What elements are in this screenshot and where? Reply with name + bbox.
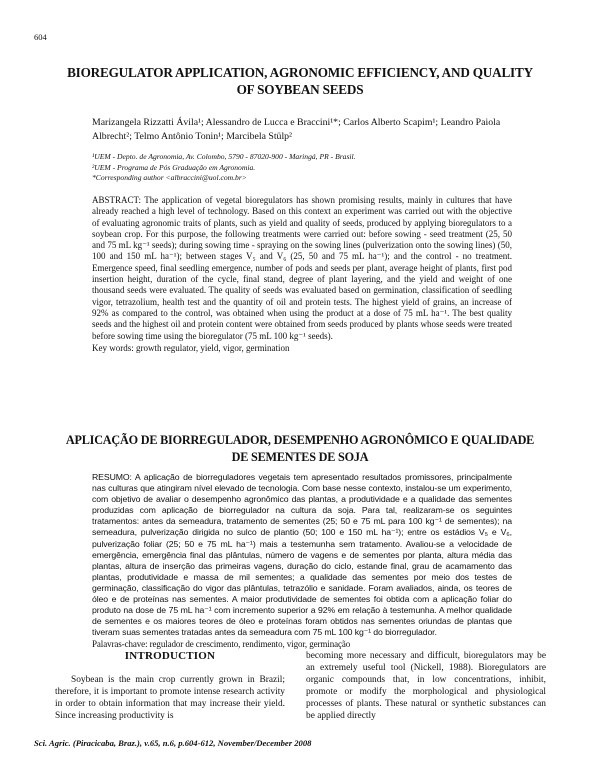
affiliations xyxy=(92,152,512,184)
journal-footer: Sci. Agric. (Piracicaba, Braz.), v.65, n.6, p.604-612, November/December 2008 xyxy=(34,738,312,748)
author-list: Marizangela Rizzatti Ávila¹; Alessandro de Lucca e Braccini¹*; Carlos Alberto Scapim¹; Leandro Paiola Albrecht²; Telmo Antônio Tonin¹; Marcibela Stülp² xyxy=(92,117,501,142)
paper-title-english: BIOREGULATOR APPLICATION, AGRONOMIC EFFICIENCY, AND QUALITY OF SOYBEAN SEEDS xyxy=(67,65,533,97)
affiliation-2: ²UEM - Programa de Pós Graduação em Agronomia. xyxy=(92,162,256,172)
keywords-english: Key words: growth regulator, yield, vigor, germination xyxy=(92,342,290,353)
introduction-column-right xyxy=(306,650,546,722)
introduction-column-left xyxy=(55,650,285,722)
introduction-text-right: becoming more necessary and difficult, bioregulators may be an extremely useful tool (Nickell, 1988). Bioregulators are organic compounds that, in low concentrations, inhibit, promote or modify the morphological and physiological processes of plants. These natural or synthetic substances can be applied directly xyxy=(306,651,546,721)
abstract-text: ABSTRACT: The application of vegetal bioregulators has shown promising results, mainly in cultures that have already reached a high level of technology. Based on this context an experiment was carried out with the objective of evaluating agronomic traits of plants, such as yield and quality of seeds, produced by applying bioregulators to a soybean crop. For this purpose, the following treatments were carried out: before sowing - seed treatment (25, 50 and 75 mL kg⁻¹ seeds); during sowing time - spraying on the sowing lines (pulverization onto the sowing lines) (50, 100 and 150 mL ha⁻¹); between stages V₅ and V₆ (25, 50 and 75 mL ha⁻¹); and the control - no treatment. Emergence speed, final seedling emergence, number of pods and seeds per plant, average height of plants, first pod insertion height, duration of the cycle, final stand, degree of plant layering, and the yield and weight of one thousand seeds were evaluated. The quality of seeds was evaluated based on germination, classification of seedling vigor, tetrazolium, health test and the quantity of oil and protein tests. The highest yield of grains, an increase of 92% as compared to the control, was obtained when using the product at a dose of 75 mL ha⁻¹. The best quality seeds and the highest oil and protein content were obtained from seeds produced by plants whose seeds were treated before sowing time using the bioregulator (75 mL 100 kg⁻¹ seeds). xyxy=(92,195,512,341)
paper-title-portuguese: APLICAÇÃO DE BIORREGULADOR, DESEMPENHO AGRONÔMICO E QUALIDADE DE SEMENTES DE SOJA xyxy=(65,433,535,464)
resumo-block xyxy=(92,472,512,651)
affiliation-1: ¹UEM - Depto. de Agronomia, Av. Colombo, 5790 - 87020-900 - Maringá, PR - Brasil. xyxy=(92,152,356,161)
introduction-heading: INTRODUCTION xyxy=(124,650,216,662)
page-number: 604 xyxy=(34,32,47,42)
corresponding-author: *Corresponding author <albraccini@uol.com.br> xyxy=(92,173,247,182)
resumo-text: RESUMO: A aplicação de biorreguladores vegetais tem apresentado resultados promissores, principalmente nas culturas que atingiram nível elevado de tecnologia. Com base nesse contexto, instalou-se um experimento, com objetivo de avaliar o desempenho agronômico das plantas, a produtividade e a qualidade das sementes produzidas com aplicação de biorregulador na cultura da soja. Para tal, realizaram-se os seguintes tratamentos: antes da semeadura, tratamento de sementes (25; 50 e 75 mL para 100 kg⁻¹ de sementes); na semeadura, pulverização dirigida no sulco de plantio (50; 100 e 150 mL ha⁻¹); entre os estádios V₅ e V₆, pulverização foliar (25; 50 e 75 mL ha⁻¹) mais a testemunha sem tratamento. Avaliou-se a velocidade de emergência, emergência final das plântulas, número de vagens e de sementes por planta, altura média das plantas, altura de inserção das primeiras vagens, duração do ciclo, estande final, grau de acamamento das plantas, produtividade e massa de mil sementes; a qualidade das sementes por meio dos testes de germinação, classificação do vigor das plântulas, tetrazólio e sanidade. Foram avaliados, ainda, os teores de óleo e de proteínas nas sementes. A maior produtividade de sementes foi obtida com a aplicação foliar do produto na dose de 75 mL ha⁻¹ com incremento superior a 92% em relação à testemunha. A melhor qualidade de sementes e os maiores teores de óleo e proteínas foram obtidos nas sementes oriundas de plantas que tiveram suas sementes tratadas antes da semeadura com 75 mL 100 kg⁻¹ do biorregulador. xyxy=(92,472,512,638)
keywords-portuguese: Palavras-chave: regulador de crescimento, rendimento, vigor, germinação xyxy=(92,639,351,650)
introduction-text-left: Soybean is the main crop currently grown in Brazil; therefore, it is important to promote intense research activity in order to obtain information that may increase their yield. Since increasing productivity is xyxy=(55,675,285,721)
abstract-block xyxy=(92,195,512,354)
